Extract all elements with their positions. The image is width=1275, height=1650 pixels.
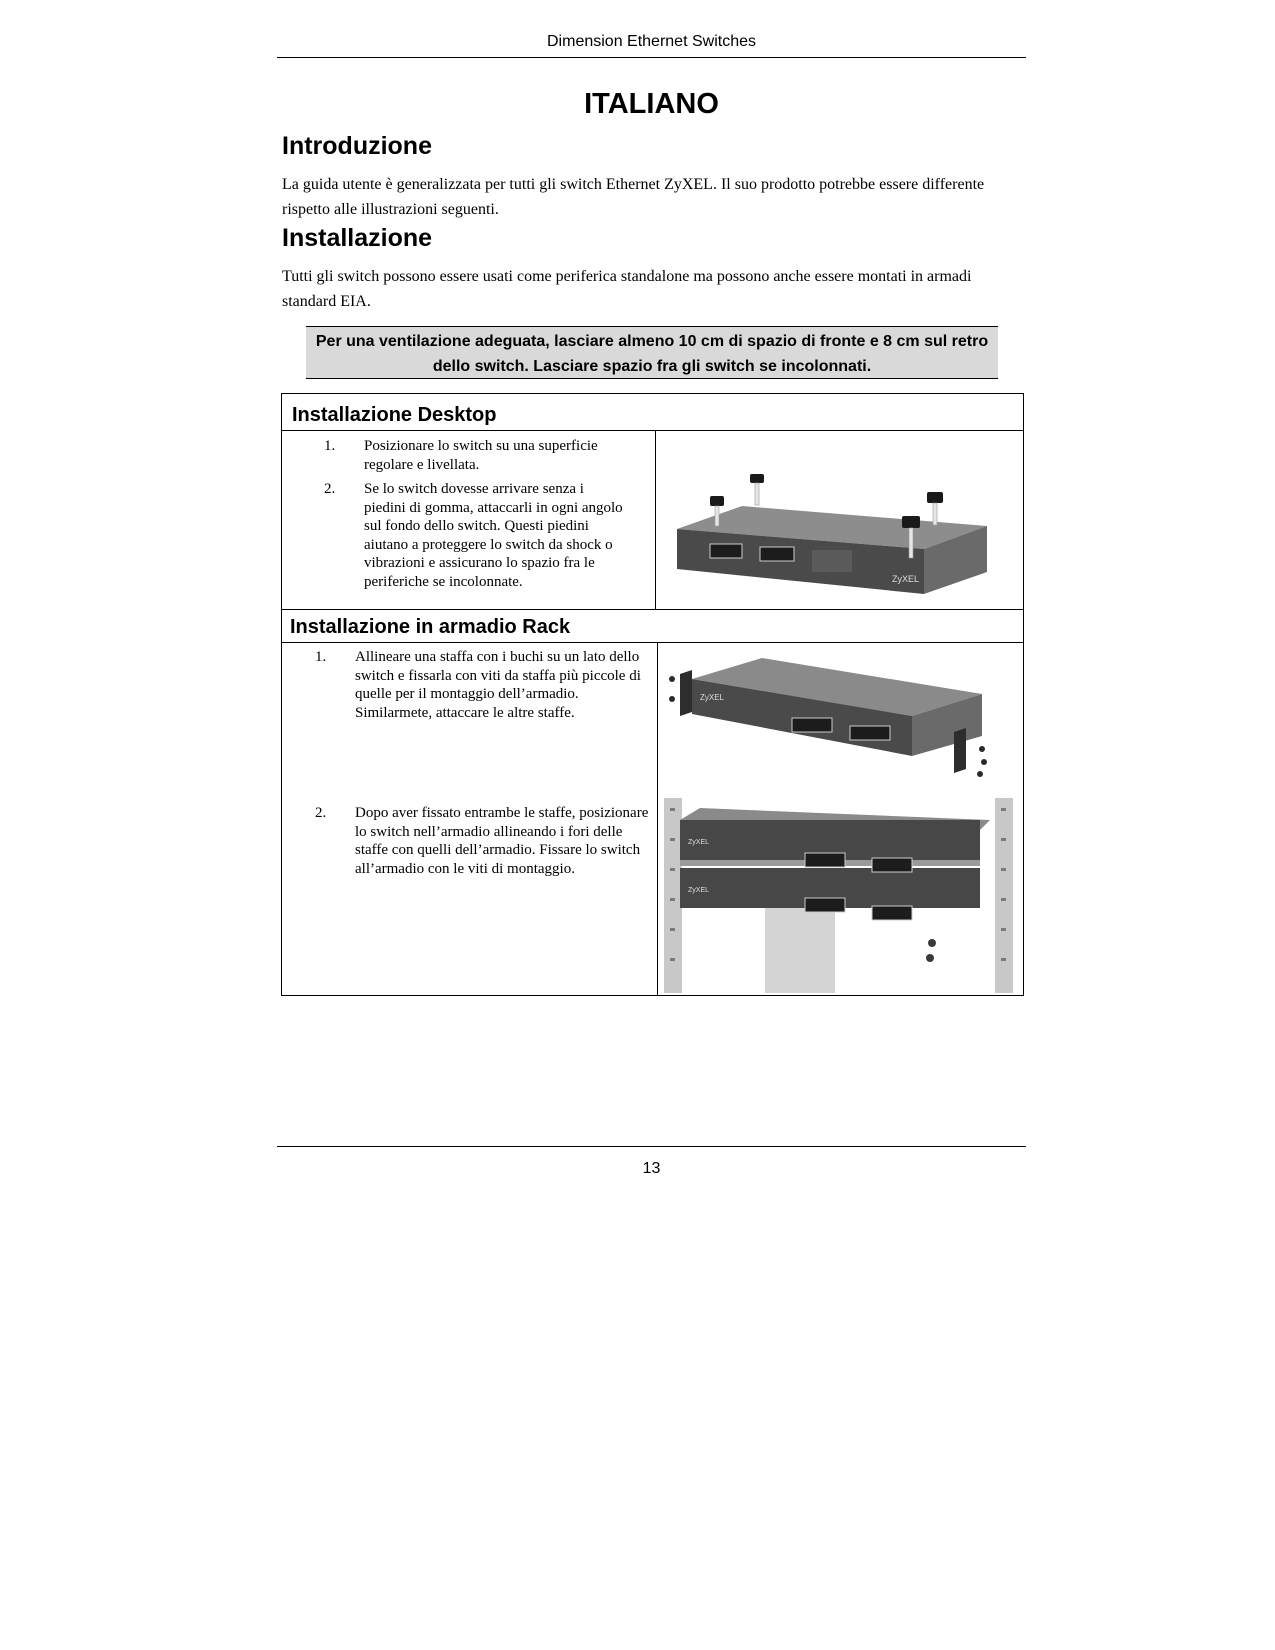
- step-text: Allineare una staffa con i buchi su un lato dello switch e fissarla con viti da staffa più piccole di quelle per il montaggio dell’armadio. Similarmete, attaccare le altre staffe.: [355, 649, 641, 721]
- table-column-divider: [657, 642, 658, 995]
- step-number: 1.: [315, 649, 327, 665]
- installation-table: [281, 393, 1024, 996]
- step-text: Dopo aver fissato entrambe le staffe, posizionare lo switch nell’armadio allineando i fori delle staffe con quelli dell’armadio. Fissare lo switch all’armadio con le viti di montaggio.: [355, 805, 649, 877]
- svg-text:ZyXEL: ZyXEL: [700, 693, 725, 702]
- desktop-switch-illustration: [662, 434, 1017, 604]
- ventilation-note: Per una ventilazione adeguata, lasciare almeno 10 cm di spazio di fronte e 8 cm sul retro dello switch. Lasciare spazio fra gli switch se incolonnati.: [306, 326, 998, 379]
- rack-mounting-illustration: [660, 798, 1017, 993]
- footer-rule: [277, 1146, 1026, 1147]
- table-rule: [282, 430, 1023, 431]
- desktop-section-title: Installazione Desktop: [292, 404, 497, 426]
- header-rule: [277, 57, 1026, 58]
- table-column-divider: [655, 430, 656, 609]
- svg-text:ZyXEL: ZyXEL: [688, 839, 710, 846]
- language-title: ITALIANO: [584, 88, 719, 120]
- rack-section-title: Installazione in armadio Rack: [290, 616, 571, 638]
- intro-heading: Introduzione: [282, 132, 432, 160]
- svg-text:ZyXEL: ZyXEL: [892, 574, 920, 584]
- table-rule: [282, 609, 1023, 610]
- installation-heading: Installazione: [282, 224, 433, 252]
- step-number: 1.: [324, 438, 336, 454]
- bracket-attachment-illustration: [662, 644, 1017, 794]
- running-header: Dimension Ethernet Switches: [547, 33, 756, 50]
- step-text: Posizionare lo switch su una superficie regolare e livellata.: [364, 438, 598, 473]
- svg-text:ZyXEL: ZyXEL: [688, 887, 710, 894]
- step-text: Se lo switch dovesse arrivare senza i piedini di gomma, attaccarli in ogni angolo sul fondo dello switch. Questi piedini aiutano a proteggere lo switch da shock o vibrazioni e assicurano lo spazio fra le periferiche se incolonnate.: [364, 481, 623, 590]
- step-number: 2.: [315, 805, 327, 821]
- table-rule: [282, 642, 1023, 643]
- intro-paragraph: La guida utente è generalizzata per tutti gli switch Ethernet ZyXEL. Il suo prodotto potrebbe essere differente rispetto alle illustrazioni seguenti.: [282, 176, 985, 218]
- step-number: 2.: [324, 481, 336, 497]
- page-number: 13: [642, 1160, 661, 1177]
- installation-paragraph: Tutti gli switch possono essere usati come periferica standalone ma possono anche essere montati in armadi standard EIA.: [282, 268, 972, 310]
